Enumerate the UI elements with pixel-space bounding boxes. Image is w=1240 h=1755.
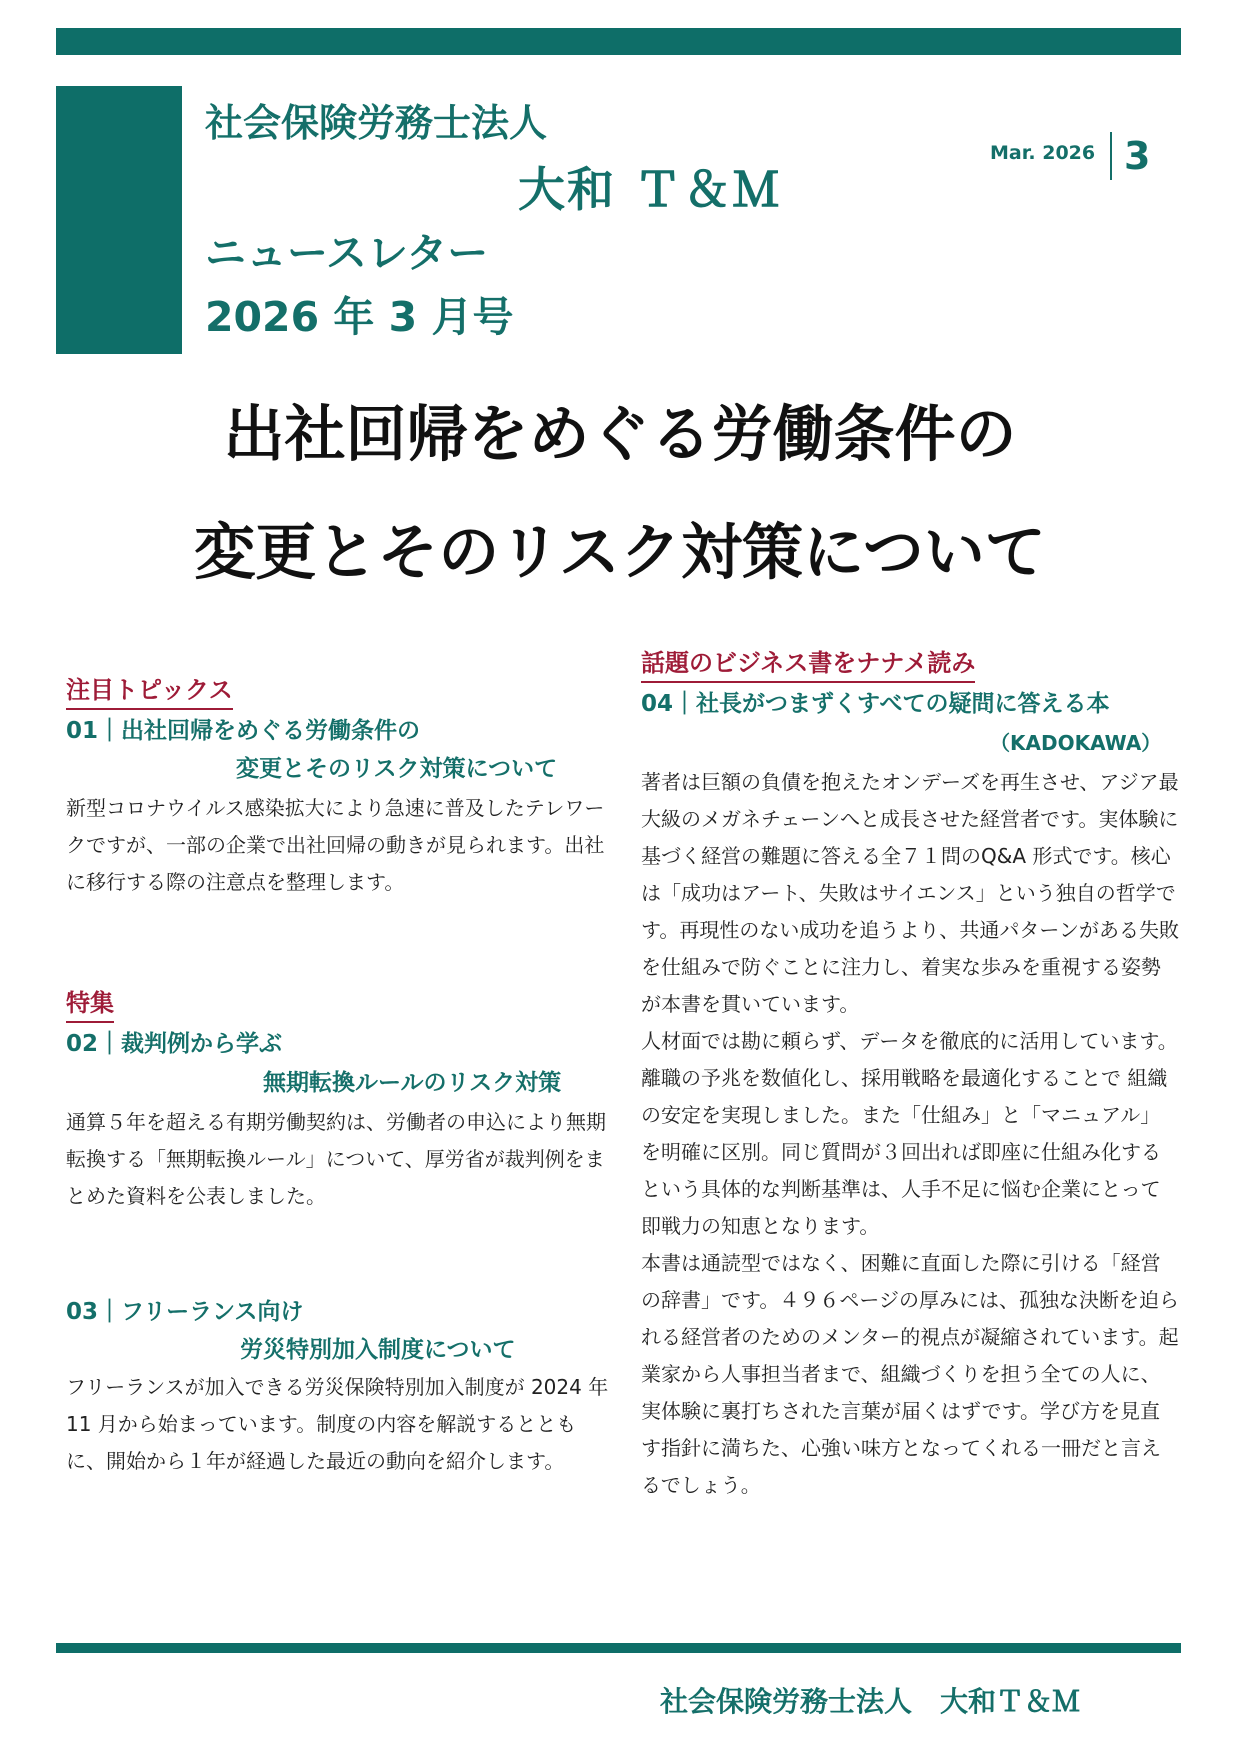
issue-date: Mar. 2026 xyxy=(990,142,1096,164)
book-review-paragraph-2: 人材面では勘に頼らず、データを徹底的に活用しています。離職の予兆を数値化し、採用戦略を最適化することで 組織の安定を実現しました。また「仕組み」と「マニュアル」を明確に区別。同じ質問が３回出れば即座に仕組み化するという具体的な判断基準は、人手不足に悩む企業にとって即戦力の知恵となります。 xyxy=(641,1029,1178,1238)
main-title-line2: 変更とそのリスク対策について xyxy=(194,517,1046,588)
topic-03-heading: 03｜フリーランス向け xyxy=(66,1299,304,1325)
topic-01-subheading: 変更とそのリスク対策について xyxy=(236,756,558,782)
date-divider xyxy=(1110,132,1112,180)
section-label-feature: 特集 xyxy=(66,983,114,1023)
topic-02-heading: 02｜裁判例から学ぶ xyxy=(66,1031,283,1057)
firm-name: 社会保険労務士法人 xyxy=(205,101,548,145)
brand-name: 大和 Ｔ＆Ｍ xyxy=(518,163,782,218)
topic-03-summary: フリーランスが加入できる労災保険特別加入制度が 2024 年 11 月から始まっています。制度の内容を解説するとともに、開始から１年が経過した最近の動向を紹介します。 xyxy=(66,1375,609,1473)
main-title-line1: 出社回帰をめぐる労働条件の xyxy=(223,399,1017,470)
issue-label: 2026 年 3 月号 xyxy=(205,293,514,341)
topic-02-summary: 通算５年を超える有期労働契約は、労働者の申込により無期転換する「無期転換ルール」について、厚労省が裁判例をまとめた資料を公表しました。 xyxy=(66,1110,606,1208)
footer-firm-name: 社会保険労務士法人 大和Ｔ＆Ｍ xyxy=(660,1685,1081,1718)
topic-03-subheading: 労災特別加入制度について xyxy=(240,1337,516,1363)
topic-04-publisher: （KADOKAWA） xyxy=(990,731,1162,755)
section-label-topics: 注目トピックス xyxy=(66,670,233,710)
section-label-books: 話題のビジネス書をナナメ読み xyxy=(641,643,975,683)
page-number: 3 xyxy=(1124,134,1151,178)
bottom-accent-bar xyxy=(56,1643,1181,1653)
topic-01-summary: 新型コロナウイルス感染拡大により急速に普及したテレワークですが、一部の企業で出社回帰の動きが見られます。出社に移行する際の注意点を整理します。 xyxy=(66,796,605,894)
book-review-paragraph-1: 著者は巨額の負債を抱えたオンデーズを再生させ、アジア最大級のメガネチェーンへと成長させた経営者です。実体験に基づく経営の難題に答える全７１問のQ&A 形式です。核心は「成功はアート、失敗はサイエンス」という独自の哲学です。再現性のない成功を追うより、共通パターンがある失敗を仕組みで防ぐことに注力し、着実な歩みを重視する姿勢が本書を貫いています。 xyxy=(641,770,1179,1016)
topic-04-heading: 04｜社長がつまずくすべての疑問に答える本 xyxy=(641,691,1110,717)
topic-01-heading: 01｜出社回帰をめぐる労働条件の xyxy=(66,718,421,744)
top-accent-bar xyxy=(56,28,1181,55)
topic-02-subheading: 無期転換ルールのリスク対策 xyxy=(263,1070,562,1096)
newsletter-label: ニュースレター xyxy=(205,229,489,277)
book-review-paragraph-3: 本書は通読型ではなく、困難に直面した際に引ける「経営の辞書」です。４９６ページの厚みには、孤独な決断を迫られる経営者のためのメンター的視点が凝縮されています。起業家から人事担当者まで、組織づくりを担う全ての人に、実体験に裏打ちされた言葉が届くはずです。学び方を見直す指針に満ちた、心強い味方となってくれる一冊だと言えるでしょう。 xyxy=(641,1251,1179,1497)
masthead-color-block xyxy=(56,86,182,354)
